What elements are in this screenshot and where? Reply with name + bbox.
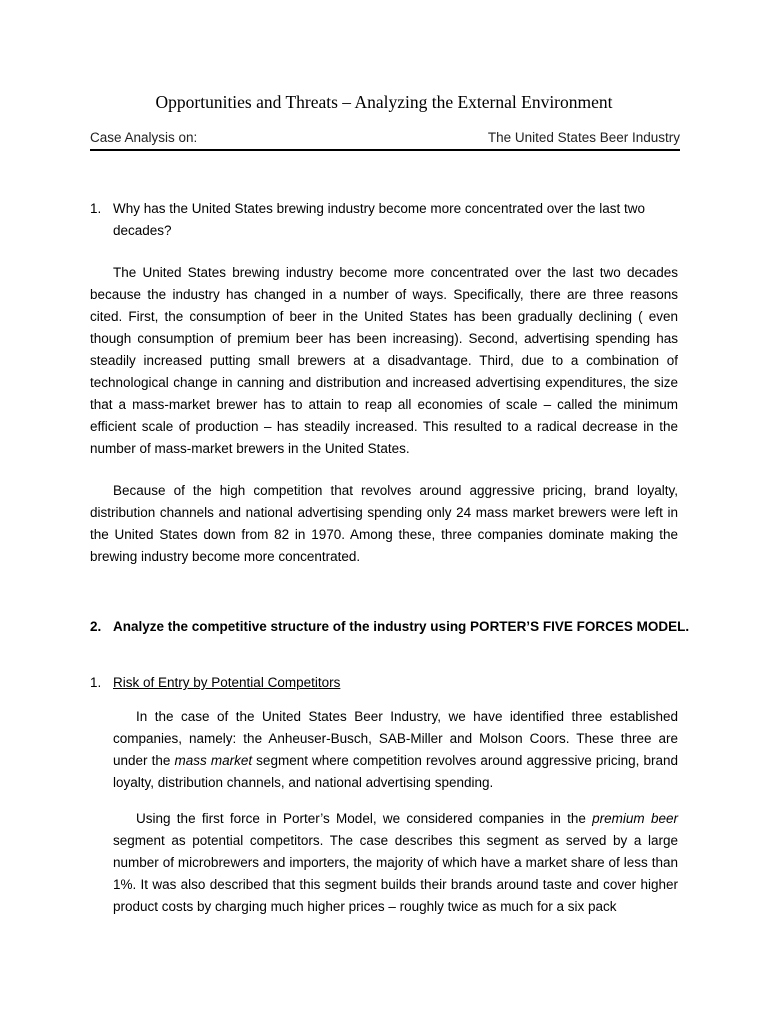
force-1-heading [90, 672, 680, 694]
case-label: Case Analysis on: [90, 130, 198, 145]
force-1-paragraph-1-emphasis: mass market [174, 753, 253, 768]
question-2-text: Analyze the competitive structure of the industry using PORTER’S FIVE FORCES MODEL. [113, 619, 690, 634]
force-1-title: Risk of Entry by Potential Competitors [113, 675, 341, 690]
answer-1-paragraph-2: Because of the high competition that revolves around aggressive pricing, brand loyalty, distribution channels and national advertising spending only 24 mass market brewers were left in the United States down from 82 in 1970. Among these, three companies dominate making the brewing industry become more concentrated. [90, 483, 678, 564]
case-subject: The United States Beer Industry [487, 130, 680, 145]
question-1 [90, 198, 680, 242]
answer-1-paragraph-1: The United States brewing industry become more concentrated over the last two decades because the industry has changed in a number of ways. Specifically, there are three reasons cited. First, the consumption of beer in the United States has been gradually declining ( even though consumption of premium beer has been increasing). Second, advertising spending has steadily increased putting small brewers at a disadvantage. Third, due to a combination of technological change in canning and distribution and increased advertising expenditures, the size that a mass-market brewer has to attain to reap all economies of scale – called the minimum efficient scale of production – has steadily increased. This resulted to a radical decrease in the number of mass-market brewers in the United States. [90, 265, 678, 456]
force-1-paragraph-2 [113, 808, 678, 918]
question-1-line-2: decades? [113, 223, 172, 238]
force-1-paragraph-2-part-2: segment as potential competitors. The case describes this segment as served by a large number of microbrewers and importers, the majority of which have a market share of less than 1%. It was also described that this segment builds their brands around taste and cover higher product costs by charging much higher prices – roughly twice as much for a six pack [113, 833, 678, 914]
force-1-paragraph-2-emphasis: premium beer [592, 811, 678, 826]
force-1-number: 1. [90, 675, 102, 690]
force-1-paragraph-2-part-1: Using the first force in Porter’s Model, we considered companies in the [136, 811, 593, 826]
question-1-number: 1. [90, 201, 102, 216]
force-1-paragraph-1-part-2: segment where competition revolves around aggressive pricing, brand loyalty, distribution channels, and national advertising spending. [113, 753, 679, 790]
question-2 [90, 616, 690, 638]
case-header [90, 130, 680, 151]
document-title: Opportunities and Threats – Analyzing the External Environment [155, 92, 613, 112]
question-1-line-1: Why has the United States brewing industry become more concentrated over the last two [113, 201, 646, 216]
force-1-paragraph-1 [113, 706, 678, 794]
force-1-paragraph-1-part-1: In the case of the United States Beer Industry, we have identified three established companies, namely: the Anheuser-Busch, SAB-Miller and Molson Coors. These three are under the [113, 709, 678, 768]
question-2-number: 2. [90, 619, 102, 634]
